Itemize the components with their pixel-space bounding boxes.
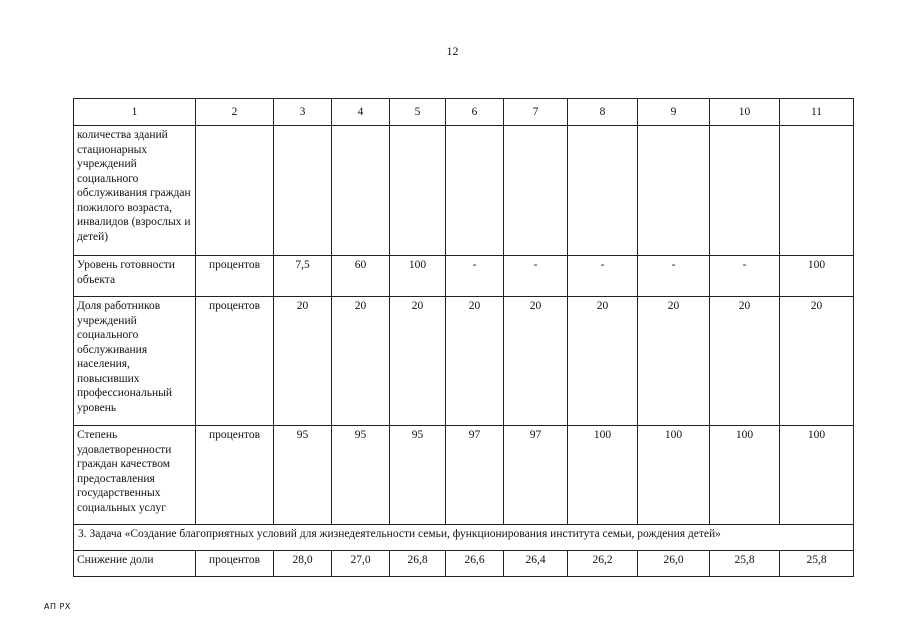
unit-cell [196,126,274,256]
indicator-name: количества зданий стационарных учреждений социального обслуживания граждан пожилого возраста, инвалидов (взрослых и детей) [74,126,196,256]
value-cell: 95 [332,426,390,525]
value-cell: 20 [446,297,504,426]
header-cell: 10 [710,99,780,126]
value-cell: - [446,256,504,297]
header-cell: 11 [780,99,854,126]
value-cell: 20 [638,297,710,426]
indicator-table [73,98,854,577]
value-cell: 28,0 [274,551,332,577]
value-cell: 20 [710,297,780,426]
table-header-row [74,99,854,126]
page-number: 12 [446,44,459,58]
header-cell: 8 [568,99,638,126]
value-cell: 20 [390,297,446,426]
table-row [74,426,854,525]
value-cell: 100 [780,256,854,297]
table-row [74,551,854,577]
indicator-name: Степень удовлетворенности граждан качеством предоставления государственных социальных услуг [74,426,196,525]
value-cell [390,126,446,256]
value-cell: 97 [446,426,504,525]
table-row [74,126,854,256]
header-cell: 7 [504,99,568,126]
header-cell: 1 [74,99,196,126]
value-cell [504,126,568,256]
value-cell: 20 [332,297,390,426]
value-cell: - [504,256,568,297]
header-cell: 2 [196,99,274,126]
value-cell: 20 [504,297,568,426]
value-cell: 100 [568,426,638,525]
indicator-name: Снижение доли [74,551,196,577]
header-cell: 3 [274,99,332,126]
unit-cell: процентов [196,256,274,297]
value-cell [780,126,854,256]
value-cell: 7,5 [274,256,332,297]
indicator-name: Доля работников учреждений социального обслуживания населения, повысивших профессиональный уровень [74,297,196,426]
value-cell: 20 [274,297,332,426]
header-cell: 9 [638,99,710,126]
header-cell: 6 [446,99,504,126]
value-cell: 27,0 [332,551,390,577]
table-row [74,297,854,426]
value-cell [710,126,780,256]
value-cell: - [710,256,780,297]
value-cell: - [638,256,710,297]
task-row [74,525,854,551]
value-cell: 20 [780,297,854,426]
value-cell: 26,0 [638,551,710,577]
value-cell [568,126,638,256]
footer-stamp: АП РХ [44,602,71,611]
value-cell: 100 [780,426,854,525]
value-cell: 26,8 [390,551,446,577]
value-cell: 97 [504,426,568,525]
table-row [74,256,854,297]
value-cell: 26,2 [568,551,638,577]
value-cell: 95 [390,426,446,525]
unit-cell: процентов [196,551,274,577]
value-cell: - [568,256,638,297]
value-cell: 100 [390,256,446,297]
value-cell [274,126,332,256]
value-cell: 95 [274,426,332,525]
value-cell: 26,4 [504,551,568,577]
task-heading: 3. Задача «Создание благоприятных условий для жизнедеятельности семьи, функционирования института семьи, рождения детей» [74,525,854,551]
unit-cell: процентов [196,297,274,426]
indicator-name: Уровень готовности объекта [74,256,196,297]
unit-cell: процентов [196,426,274,525]
value-cell: 25,8 [710,551,780,577]
value-cell: 60 [332,256,390,297]
value-cell: 100 [710,426,780,525]
value-cell: 100 [638,426,710,525]
value-cell [446,126,504,256]
header-cell: 4 [332,99,390,126]
value-cell: 20 [568,297,638,426]
value-cell [638,126,710,256]
header-cell: 5 [390,99,446,126]
value-cell: 26,6 [446,551,504,577]
value-cell [332,126,390,256]
value-cell: 25,8 [780,551,854,577]
